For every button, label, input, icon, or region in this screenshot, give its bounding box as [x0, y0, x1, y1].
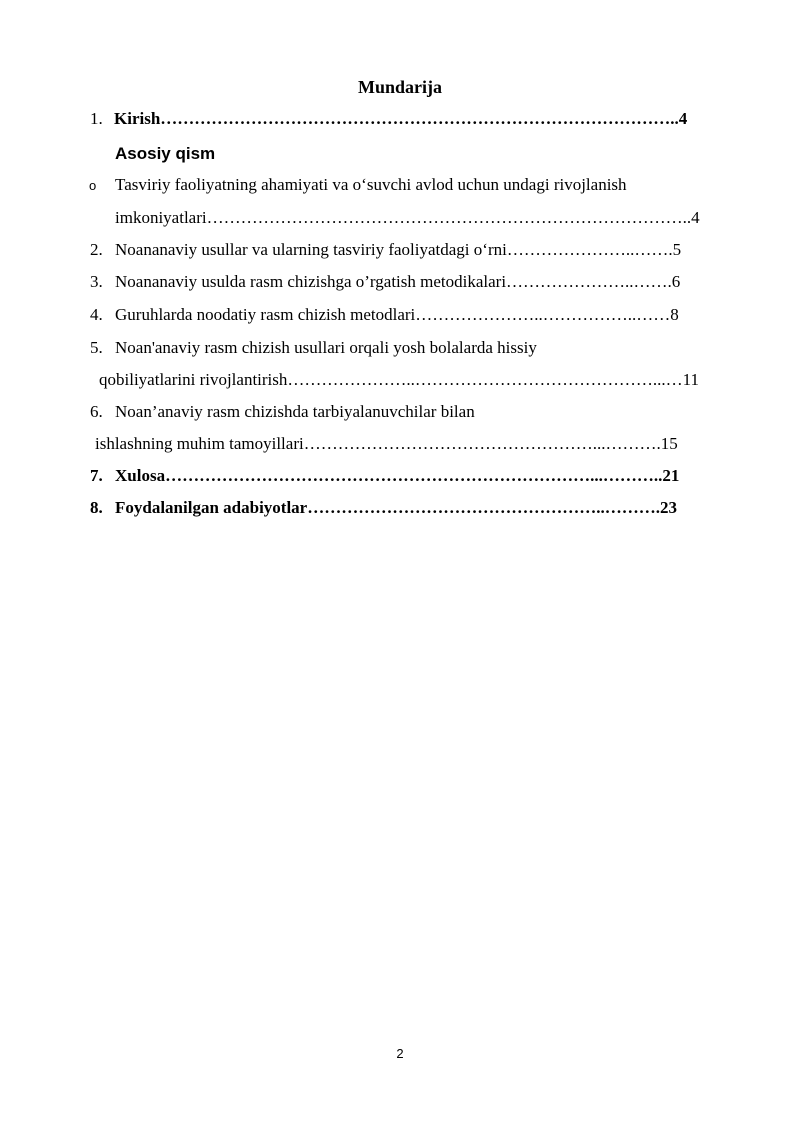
toc-entry-number: 2. — [90, 240, 103, 259]
toc-entry-number: 8. — [90, 498, 103, 517]
toc-entry-text: Guruhlarda noodatiy rasm chizish metodlari…………………..……………..……8 — [115, 305, 679, 324]
toc-entry-adabiyotlar — [90, 497, 677, 519]
toc-entry-text: Foydalanilgan adabiyotlar……………………………………………..……….23 — [115, 498, 677, 517]
toc-entry-number: 4. — [90, 305, 103, 324]
toc-entry-text: Noan'anaviy rasm chizish usullari orqali yosh bolalarda hissiy — [115, 338, 537, 357]
toc-entry-number: 3. — [90, 272, 103, 291]
toc-entry-6 — [90, 401, 475, 423]
toc-entry-text: Xulosa…………………………………………………………………...………..21 — [115, 466, 680, 485]
toc-entry-2 — [90, 239, 681, 261]
toc-entry-5-continuation: qobiliyatlarini rivojlantirish…………………..……………………………………...…11 — [99, 370, 700, 389]
toc-entry-3 — [90, 271, 680, 293]
toc-entry-number: 5. — [90, 338, 103, 357]
toc-entry-text: Noananaviy usulda rasm chizishga o’rgatish metodikalari…………………..…….6 — [115, 272, 681, 291]
page-number: 2 — [396, 1046, 404, 1061]
toc-entry-number: 1. — [90, 109, 103, 128]
toc-title: Mundarija — [357, 77, 442, 97]
toc-bullet-marker: o — [89, 178, 97, 193]
toc-entry-6-continuation: ishlashning muhim tamoyillari……………………………………………...……….15 — [95, 434, 678, 453]
toc-entry-text: Noan’anaviy rasm chizishda tarbiyalanuvchilar bilan — [115, 402, 475, 421]
toc-entry-5 — [90, 337, 537, 359]
toc-entry-number: 7. — [90, 466, 103, 485]
toc-entry-text: Noananaviy usullar va ularning tasviriy faoliyatdagi o‘rni…………………..…….5 — [115, 240, 682, 259]
toc-entry-kirish — [90, 108, 687, 130]
toc-entry-text: Kirish………………………………………………………………………………..4 — [114, 109, 688, 128]
toc-entry-xulosa — [90, 465, 679, 487]
toc-section-heading: Asosiy qism — [115, 144, 216, 163]
toc-entry-number: 6. — [90, 402, 103, 421]
toc-subitem-line-1: Tasviriy faoliyatning ahamiyati va o‘suvchi avlod uchun undagi rivojlanish — [115, 175, 627, 194]
toc-subitem-line-2: imkoniyatlari…………………………………………………………………………..4 — [115, 208, 700, 227]
toc-entry-4 — [90, 304, 679, 326]
